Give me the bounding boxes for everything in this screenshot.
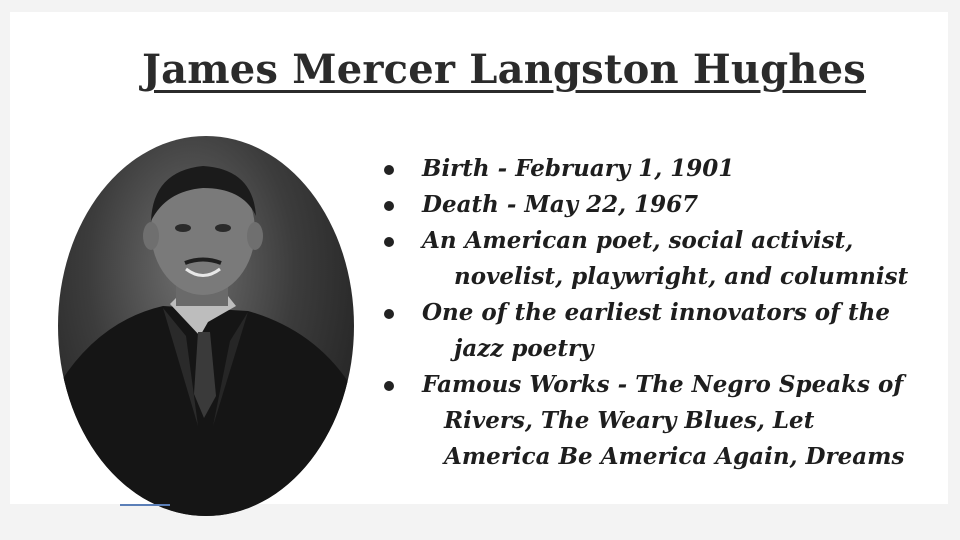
slide-title — [10, 46, 948, 93]
bullet-text-continued: Rivers, The Weary Blues, Let — [444, 407, 815, 434]
bullet-text: Death - May 22, 1967 — [422, 191, 699, 218]
bullet-text: One of the earliest innovators of the — [422, 299, 891, 326]
bullet-death — [382, 187, 952, 223]
portrait-photo — [58, 136, 354, 516]
bullet-list — [382, 151, 952, 475]
bullet-text: Birth - February 1, 1901 — [422, 155, 735, 182]
bullet-dot — [384, 201, 394, 211]
bullet-jazz-poetry — [382, 295, 952, 367]
divider-mark — [120, 504, 170, 506]
bullet-occupation — [382, 223, 952, 295]
slide — [10, 12, 948, 504]
bullet-dot — [384, 381, 394, 391]
bullet-text: Famous Works - The Negro Speaks of — [422, 371, 904, 398]
bullet-text-continued: America Be America Again, Dreams — [444, 443, 905, 470]
bullet-text-continued: novelist, playwright, and columnist — [454, 263, 909, 290]
bullet-birth — [382, 151, 952, 187]
bullet-famous-works — [382, 367, 952, 475]
bullet-dot — [384, 165, 394, 175]
bullet-dot — [384, 309, 394, 319]
slide-title-text: James Mercer Langston Hughes — [142, 46, 866, 93]
portrait-illustration — [58, 136, 354, 516]
bullet-text-continued: jazz poetry — [454, 335, 594, 362]
bullet-text: An American poet, social activist, — [422, 227, 854, 254]
bullet-dot — [384, 237, 394, 247]
